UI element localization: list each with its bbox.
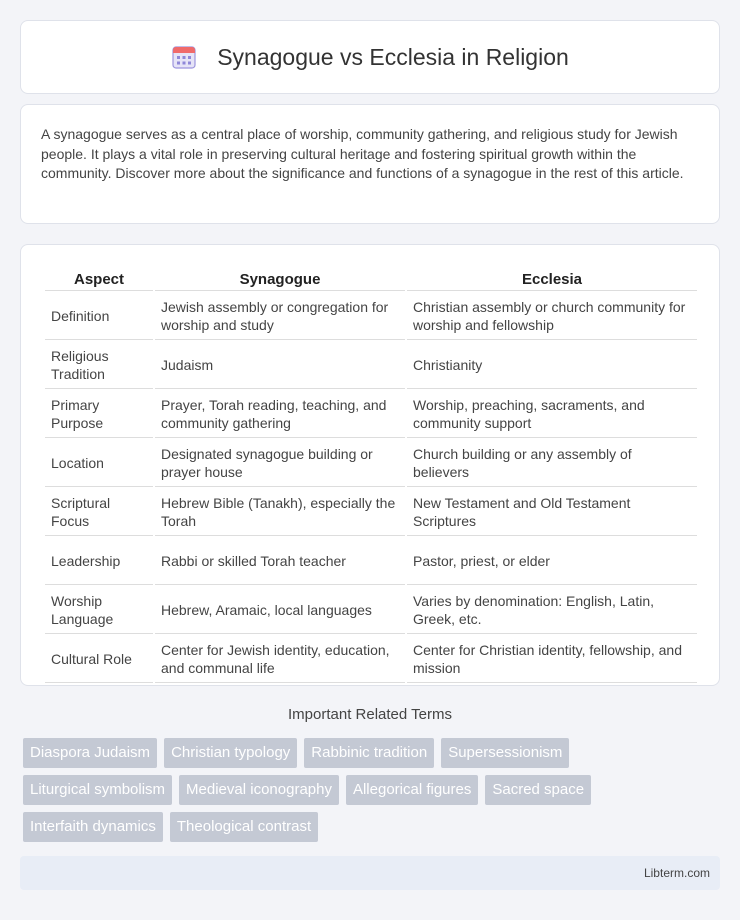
synagogue-cell: Jewish assembly or congregation for worship and study bbox=[155, 293, 405, 340]
column-header-synagogue: Synagogue bbox=[155, 267, 405, 291]
aspect-cell: Leadership bbox=[45, 538, 153, 585]
related-terms-tags bbox=[23, 738, 723, 849]
aspect-cell: Definition bbox=[45, 293, 153, 340]
tag-sacred-space[interactable]: Sacred space bbox=[485, 775, 591, 805]
tag-row bbox=[23, 812, 723, 842]
ecclesia-cell: Center for Christian identity, fellowship, and mission bbox=[407, 636, 697, 683]
table-row bbox=[45, 636, 697, 683]
aspect-cell: Religious Tradition bbox=[45, 342, 153, 389]
ecclesia-cell: Worship, preaching, sacraments, and community support bbox=[407, 391, 697, 438]
synagogue-cell: Hebrew, Aramaic, local languages bbox=[155, 587, 405, 634]
ecclesia-cell: Church building or any assembly of believers bbox=[407, 440, 697, 487]
comparison-table-card bbox=[20, 244, 720, 686]
footer bbox=[20, 856, 720, 890]
ecclesia-cell: Christian assembly or church community for worship and fellowship bbox=[407, 293, 697, 340]
tag-medieval-iconography[interactable]: Medieval iconography bbox=[179, 775, 339, 805]
table-row bbox=[45, 440, 697, 487]
aspect-cell: Cultural Role bbox=[45, 636, 153, 683]
footer-site-link[interactable]: Libterm.com bbox=[643, 866, 710, 880]
tag-rabbinic-tradition[interactable]: Rabbinic tradition bbox=[304, 738, 434, 768]
tag-diaspora-judaism[interactable]: Diaspora Judaism bbox=[23, 738, 157, 768]
table-row bbox=[45, 391, 697, 438]
related-terms-title: Important Related Terms bbox=[288, 706, 452, 723]
intro-text: A synagogue serves as a central place of worship, community gathering, and religious study for Jewish people. It plays a vital role in preserving cultural heritage and fostering spiritual growth within the community. Discover more about the significance and functions of a synagogue in the rest of this article. bbox=[41, 126, 684, 181]
synagogue-cell: Prayer, Torah reading, teaching, and community gathering bbox=[155, 391, 405, 438]
aspect-cell: Worship Language bbox=[45, 587, 153, 634]
tag-liturgical-symbolism[interactable]: Liturgical symbolism bbox=[23, 775, 172, 805]
synagogue-cell: Designated synagogue building or prayer house bbox=[155, 440, 405, 487]
column-header-aspect: Aspect bbox=[45, 267, 153, 291]
table-row bbox=[45, 538, 697, 585]
table-row bbox=[45, 489, 697, 536]
tag-row bbox=[23, 738, 723, 768]
tag-christian-typology[interactable]: Christian typology bbox=[164, 738, 297, 768]
synagogue-cell: Judaism bbox=[155, 342, 405, 389]
tag-theological-contrast[interactable]: Theological contrast bbox=[170, 812, 318, 842]
synagogue-cell: Center for Jewish identity, education, and communal life bbox=[155, 636, 405, 683]
aspect-cell: Location bbox=[45, 440, 153, 487]
ecclesia-cell: New Testament and Old Testament Scriptures bbox=[407, 489, 697, 536]
ecclesia-cell: Varies by denomination: English, Latin, Greek, etc. bbox=[407, 587, 697, 634]
table-row bbox=[45, 342, 697, 389]
tag-row bbox=[23, 775, 723, 805]
column-header-ecclesia: Ecclesia bbox=[407, 267, 697, 291]
comparison-table bbox=[43, 265, 699, 685]
tag-supersessionism[interactable]: Supersessionism bbox=[441, 738, 569, 768]
table-row bbox=[45, 293, 697, 340]
synagogue-cell: Rabbi or skilled Torah teacher bbox=[155, 538, 405, 585]
aspect-cell: Primary Purpose bbox=[45, 391, 153, 438]
synagogue-cell: Hebrew Bible (Tanakh), especially the Torah bbox=[155, 489, 405, 536]
calendar-icon bbox=[171, 44, 197, 70]
intro-card bbox=[20, 104, 720, 224]
tag-allegorical-figures[interactable]: Allegorical figures bbox=[346, 775, 478, 805]
aspect-cell: Scriptural Focus bbox=[45, 489, 153, 536]
page-title: Synagogue vs Ecclesia in Religion bbox=[217, 43, 569, 70]
table-header-row bbox=[45, 267, 697, 291]
header-card bbox=[20, 20, 720, 94]
table-row bbox=[45, 587, 697, 634]
ecclesia-cell: Pastor, priest, or elder bbox=[407, 538, 697, 585]
ecclesia-cell: Christianity bbox=[407, 342, 697, 389]
tag-interfaith-dynamics[interactable]: Interfaith dynamics bbox=[23, 812, 163, 842]
